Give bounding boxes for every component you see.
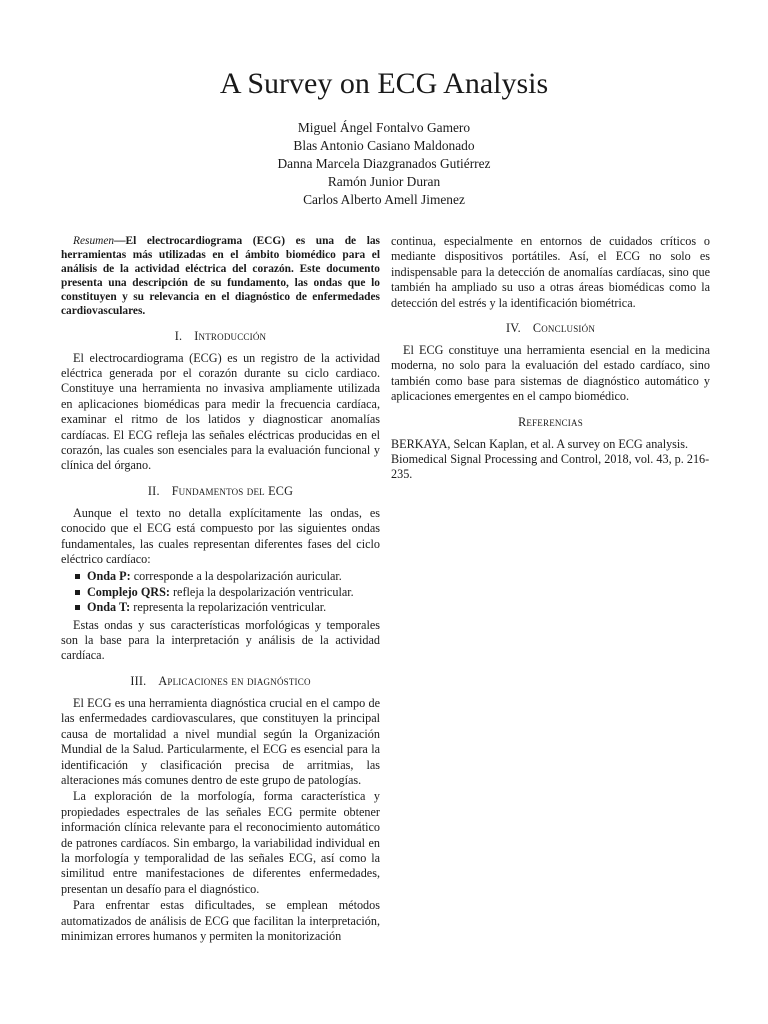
section-number: I. (174, 328, 183, 343)
applications-paragraph: El ECG es una herramienta diagnóstica crucial en el campo de las enfermedades cardiovasculares, que constituyen la principal causa de mortalidad a nivel mundial según la Organización Mundial de la Salud. Particularmente, el ECG es esencial para la identificación y clasificación precisa de arritmias, las alteraciones más comunes dentro de este grupo de patologías. (61, 695, 380, 787)
wave-description: representa la repolarización ventricular. (133, 600, 327, 615)
bullet-icon (75, 574, 80, 579)
section-title: Fundamentos del ECG (171, 483, 294, 498)
list-item (73, 569, 380, 584)
section-title: Referencias (518, 414, 583, 429)
intro-paragraph: El electrocardiograma (ECG) es un registro de la actividad eléctrica generada por el corazón durante su ciclo cardiaco. Constituye una herramienta no invasiva ampliamente utilizada en aplicaciones biomédicas para medir la frecuencia cardíaca, examinar el ritmo de los latidos y diagnosticar anomalías cardíacas. El ECG refleja las señales eléctricas producidas en el corazón, las cuales son esenciales para la evaluación funcional y clínica del órgano. (61, 350, 380, 473)
author-name: Danna Marcela Diazgranados Gutiérrez (277, 156, 491, 171)
section-number: III. (130, 673, 147, 688)
applications-continuation-block (391, 234, 710, 311)
left-column (61, 234, 380, 944)
abstract (61, 234, 380, 319)
reference-list (391, 437, 710, 483)
applications-paragraph: Para enfrentar estas dificultades, se emplean métodos automatizados de análisis de ECG que facilitan la interpretación, minimizan errores humanos y permiten la monitorización (61, 898, 380, 943)
bullet-icon (75, 590, 80, 595)
right-column (391, 234, 710, 483)
applications-paragraph: La exploración de la morfología, forma característica y propiedades espectrales de las señales ECG permite obtener información clínica relevante para el reconocimiento automático de patrones cardíacos. Sin embargo, la variabilidad individual en la morfología y temporalidad de las señales ECG, así como la similitud entre manifestaciones de diferentes enfermedades, presentan un desafío para el diagnóstico. (61, 789, 380, 896)
abstract-dash: — (114, 235, 126, 247)
list-item (73, 585, 380, 600)
section-heading-conclusion (391, 321, 710, 336)
author-name: Ramón Junior Duran (327, 174, 441, 189)
section-heading-introduction (61, 329, 380, 344)
paper-title: A Survey on ECG Analysis (219, 67, 549, 100)
section-title: Aplicaciones en diagnóstico (158, 673, 311, 688)
wave-list (61, 569, 380, 615)
wave-name: Onda P: (87, 569, 131, 584)
wave-description: corresponde a la despolarización auricular. (133, 569, 342, 584)
wave-name: Onda T: (87, 600, 131, 615)
section-title: Introducción (194, 328, 267, 343)
section-heading-applications (61, 674, 380, 689)
author-name: Miguel Ángel Fontalvo Gamero (297, 120, 471, 135)
list-item (73, 600, 380, 615)
section-heading-references (391, 415, 710, 430)
conclusion-paragraph: El ECG constituye una herramienta esencial en la medicina moderna, no solo para la evaluación del estado cardíaco, sino también como base para sistemas de diagnóstico automático y aplicaciones emergentes en el campo biomédico. (391, 343, 710, 404)
section-number: IV. (505, 321, 521, 336)
fundamentals-intro: Aunque el texto no detalla explícitamente las ondas, es conocido que el ECG está compuesto por las siguientes ondas fundamentales, las cuales representan diferentes fases del ciclo eléctrico cardíaco: (61, 505, 380, 567)
abstract-label: Resumen (73, 235, 115, 247)
author-name: Carlos Alberto Amell Jimenez (303, 192, 465, 207)
fundamentals-outro: Estas ondas y sus características morfológicas y temporales son la base para la interpretación y análisis de la actividad cardíaca. (61, 617, 380, 663)
author-list (0, 119, 768, 209)
wave-description: refleja la despolarización ventricular. (173, 584, 354, 599)
reference-item: BERKAYA, Selcan Kaplan, et al. A survey on ECG analysis. Biomedical Signal Processing and Control, 2018, vol. 43, p. 216-235. (391, 436, 710, 482)
bullet-icon (75, 605, 80, 610)
section-title: Conclusión (532, 321, 596, 336)
section-heading-fundamentals (61, 484, 380, 499)
wave-name: Complejo QRS: (87, 584, 170, 599)
section-number: II. (147, 483, 160, 498)
author-name: Blas Antonio Casiano Maldonado (293, 138, 475, 153)
abstract-text: El electrocardiograma (ECG) es una de las herramientas más utilizadas en el ámbito biomédico para el análisis de la actividad eléctrica del corazón. Este documento presenta una descripción de su fundamento, las ondas que lo constituyen y su relevancia en el diagnóstico de enfermedades cardiovasculares. (61, 235, 380, 318)
applications-continuation: continua, especialmente en entornos de cuidados críticos o mediante dispositivos portátiles. Así, el ECG no solo es indispensable para la detección de anomalías cardíacas, sino que también ha ampliado su uso a otras áreas biomédicas como la detección del estrés y la identificación biométrica. (391, 234, 710, 310)
